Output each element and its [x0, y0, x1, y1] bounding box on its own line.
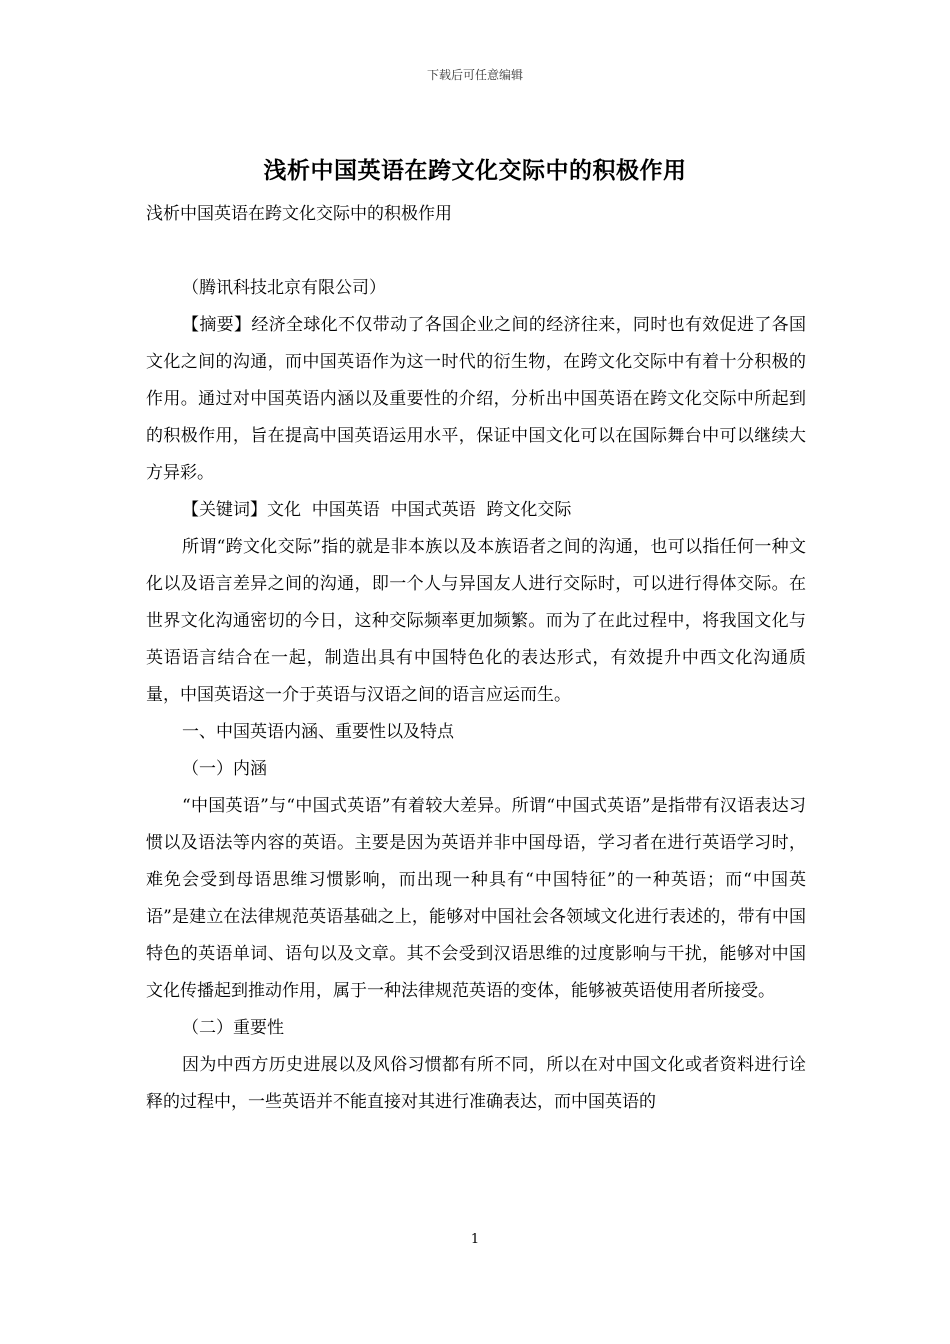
- subtitle: 浅析中国英语在跨文化交际中的积极作用: [146, 204, 452, 224]
- intro-paragraph: 所谓“跨文化交际”指的就是非本族以及本族语者之间的沟通，也可以指任何一种文化以及语言差异之间的沟通，即一个人与异国友人进行交际时，可以进行得体交际。在世界文化沟通密切的今日，这种交际频率更加频繁。而为了在此过程中，将我国文化与英语语言结合在一起，制造出具有中国特色化的表达形式，有效提升中西文化沟通质量，中国英语这一介于英语与汉语之间的语言应运而生。: [146, 537, 806, 705]
- connotation-paragraph: “中国英语”与“中国式英语”有着较大差异。所谓“中国式英语”是指带有汉语表达习惯以及语法等内容的英语。主要是因为英语并非中国母语，学习者在进行英语学习时，难免会受到母语思维习惯影响，而出现一种具有“中国特征”的一种英语；而“中国英语”是建立在法律规范英语基础之上，能够对中国社会各领域文化进行表述的，带有中国特色的英语单词、语句以及文章。其不会受到汉语思维的过度影响与干扰，能够对中国文化传播起到推动作用，属于一种法律规范英语的变体，能够被英语使用者所接受。: [146, 796, 806, 1001]
- importance-paragraph: 因为中西方历史进展以及风俗习惯都有所不同，所以在对中国文化或者资料进行诠释的过程中，一些英语并不能直接对其进行准确表达，而中国英语的: [146, 1055, 806, 1112]
- subsection-heading-connotation: （一）内涵: [182, 759, 267, 779]
- subsection-heading-importance: （二）重要性: [182, 1018, 284, 1038]
- keywords-line: 【关键词】文化 中国英语 中国式英语 跨文化交际: [182, 500, 572, 520]
- document-body: [146, 196, 806, 1121]
- page-header: 下载后可任意编辑: [426, 68, 523, 82]
- affiliation: （腾讯科技北京有限公司）: [182, 278, 386, 298]
- section-heading-1: 一、中国英语内涵、重要性以及特点: [182, 722, 454, 742]
- abstract-paragraph: 【摘要】经济全球化不仅带动了各国企业之间的经济往来，同时也有效促进了各国文化之间的沟通，而中国英语作为这一时代的衍生物，在跨文化交际中有着十分积极的作用。通过对中国英语内涵以及重要性的介绍，分析出中国英语在跨文化交际中所起到的积极作用，旨在提高中国英语运用水平，保证中国文化可以在国际舞台中可以继续大方异彩。: [146, 315, 806, 483]
- document-title: 浅析中国英语在跨文化交际中的积极作用: [263, 158, 687, 184]
- page-number: 1: [470, 1232, 480, 1247]
